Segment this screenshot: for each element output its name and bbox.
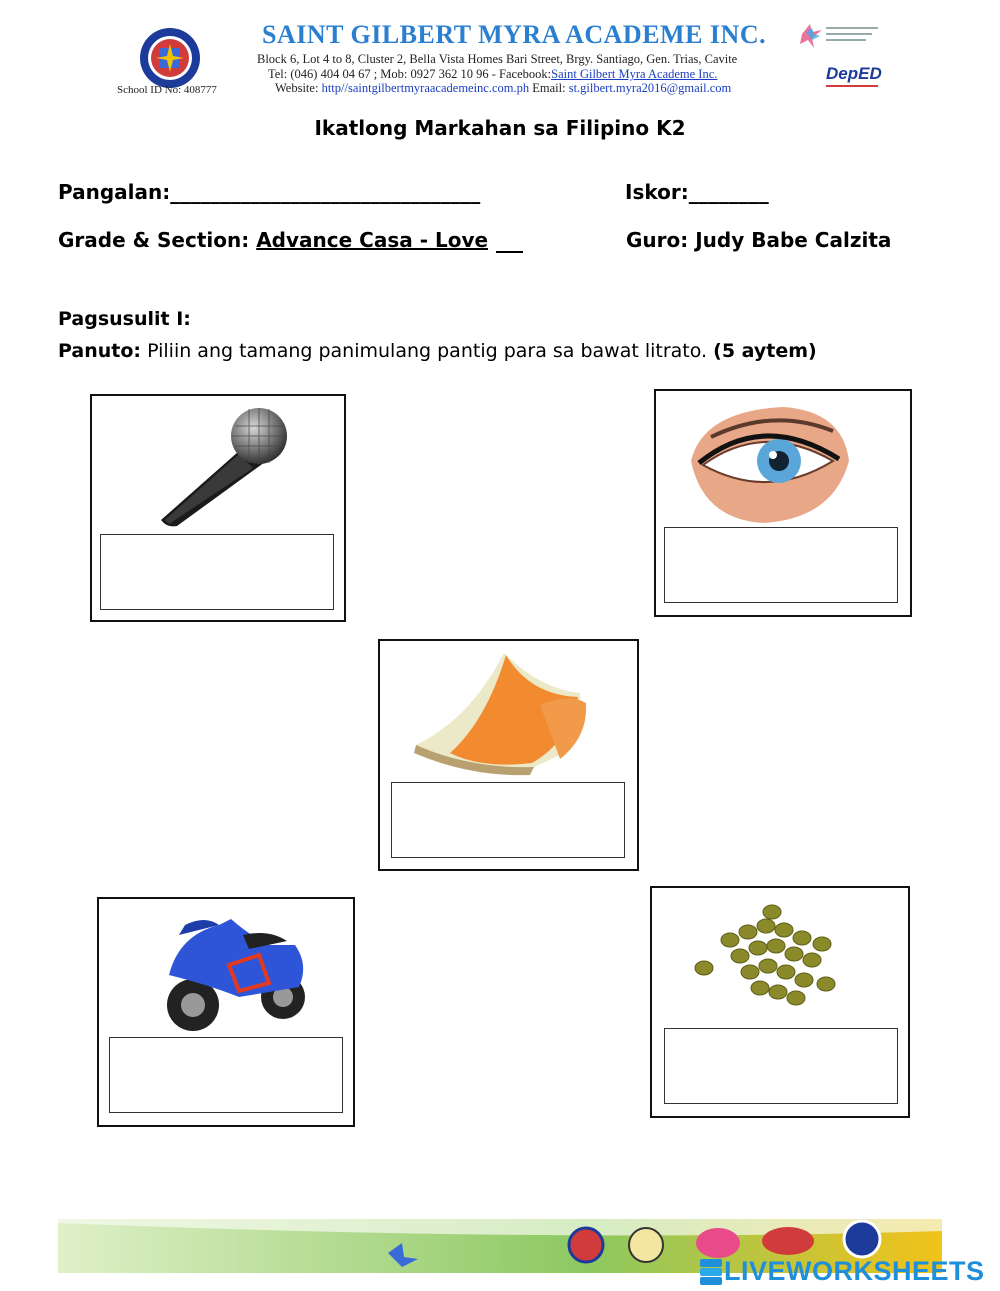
school-logo: [138, 26, 202, 90]
test-label: Pagsusulit I:: [58, 308, 191, 330]
directions-label: Panuto:: [58, 340, 142, 362]
teacher-value: Judy Babe Calzita: [695, 228, 892, 252]
answer-box-melon[interactable]: [391, 782, 625, 858]
msaa-logo: [798, 20, 882, 50]
item-card-eye: [654, 389, 912, 617]
directions-text: Piliin ang tamang panimulang pantig para sa bawat litrato.: [141, 340, 714, 362]
item-card-mung-beans: [650, 886, 910, 1118]
grade-underline-tail: [496, 251, 523, 253]
website-link[interactable]: http//saintgilbertmyraacademeinc.com.ph: [321, 81, 530, 95]
contact-tel: Tel: (046) 404 04 67 ; Mob: 0927 362 10 96 - Facebook:: [268, 67, 552, 81]
answer-box-mung-beans[interactable]: [664, 1028, 898, 1104]
email-link[interactable]: st.gilbert.myra2016@gmail.com: [568, 81, 732, 95]
liveworksheets-brand[interactable]: LIVEWORKSHEETS: [724, 1256, 985, 1286]
items-count: (5 aytem): [713, 340, 817, 362]
item-card-melon: [378, 639, 639, 871]
teacher-label: Guro:: [626, 228, 696, 252]
school-id: School ID No: 408777: [117, 84, 217, 96]
name-blank[interactable]: _______________________________: [170, 180, 481, 204]
answer-box-eye[interactable]: [664, 527, 898, 603]
facebook-link[interactable]: Saint Gilbert Myra Academe Inc.: [551, 67, 718, 81]
directions: [58, 340, 817, 362]
melon-image: [410, 649, 600, 777]
motorcycle-image: [159, 905, 309, 1033]
item-card-motorcycle: [97, 897, 355, 1127]
score-label: Iskor:: [625, 180, 689, 204]
score-blank[interactable]: ________: [688, 180, 769, 204]
name-label: Pangalan:: [58, 180, 171, 204]
contact-line: [268, 67, 717, 82]
item-card-microphone: [90, 394, 346, 622]
microphone-image: [147, 404, 297, 529]
eye-image: [683, 401, 853, 526]
grade-field: [58, 228, 488, 252]
mung-beans-image: [690, 900, 860, 1020]
deped-logo-underline: [826, 85, 878, 87]
liveworksheets-icon: [700, 1259, 722, 1285]
web-line: [275, 81, 731, 96]
worksheet-title: Ikatlong Markahan sa Filipino K2: [314, 116, 686, 140]
school-name: SAINT GILBERT MYRA ACADEME INC.: [262, 20, 767, 49]
answer-box-microphone[interactable]: [100, 534, 334, 610]
score-field: [625, 180, 769, 204]
deped-logo: DepED: [826, 64, 882, 83]
website-label: Website:: [275, 81, 322, 95]
grade-label: Grade & Section:: [58, 228, 257, 252]
email-label: Email:: [529, 81, 569, 95]
teacher-field: [626, 228, 891, 252]
school-address: Block 6, Lot 4 to 8, Cluster 2, Bella Vista Homes Bari Street, Brgy. Santiago, Gen. Trias, Cavite: [257, 52, 738, 66]
name-field: [58, 180, 480, 204]
answer-box-motorcycle[interactable]: [109, 1037, 343, 1113]
grade-value: Advance Casa - Love: [256, 228, 489, 252]
